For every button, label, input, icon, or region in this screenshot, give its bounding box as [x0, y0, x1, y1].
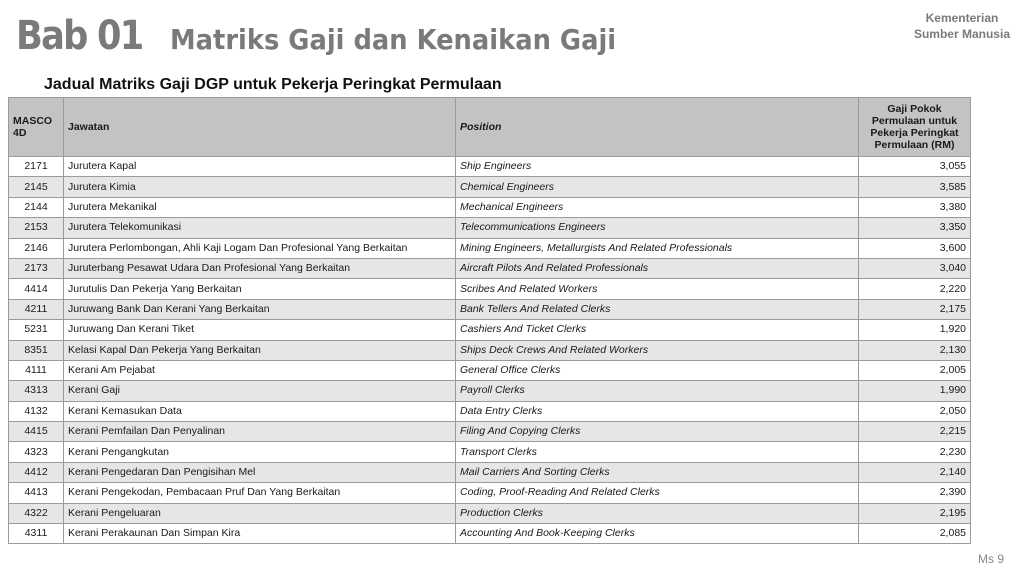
gaji-cell: 3,055 [859, 157, 971, 177]
position-cell: Ship Engineers [456, 157, 859, 177]
header-jawatan: Jawatan [64, 98, 456, 157]
jawatan-cell: Kerani Perakaunan Dan Simpan Kira [64, 524, 456, 544]
gaji-cell: 1,990 [859, 381, 971, 401]
jawatan-cell: Jurutera Kapal [64, 157, 456, 177]
position-cell: Telecommunications Engineers [456, 218, 859, 238]
table-row [9, 238, 971, 258]
jawatan-cell: Kerani Pengangkutan [64, 442, 456, 462]
jawatan-cell: Jurutera Telekomunikasi [64, 218, 456, 238]
table-row [9, 197, 971, 217]
masco-code-cell: 5231 [9, 320, 64, 340]
masco-code-cell: 2173 [9, 258, 64, 278]
position-cell: Mechanical Engineers [456, 197, 859, 217]
page-number: Ms 9 [977, 552, 1004, 566]
table-row [9, 177, 971, 197]
gaji-cell: 2,230 [859, 442, 971, 462]
position-cell: General Office Clerks [456, 360, 859, 380]
jawatan-cell: Kerani Gaji [64, 381, 456, 401]
gaji-cell: 2,175 [859, 299, 971, 319]
jawatan-cell: Juruwang Bank Dan Kerani Yang Berkaitan [64, 299, 456, 319]
masco-code-cell: 2146 [9, 238, 64, 258]
table-body [9, 157, 971, 544]
masco-code-cell: 4311 [9, 524, 64, 544]
jawatan-cell: Kerani Am Pejabat [64, 360, 456, 380]
masco-code-cell: 2153 [9, 218, 64, 238]
table-row [9, 157, 971, 177]
table-row [9, 401, 971, 421]
jawatan-cell: Kerani Pengekodan, Pembacaan Pruf Dan Yang Berkaitan [64, 483, 456, 503]
masco-code-cell: 4415 [9, 422, 64, 442]
position-cell: Production Clerks [456, 503, 859, 523]
table-row [9, 381, 971, 401]
masco-code-cell: 4413 [9, 483, 64, 503]
jawatan-cell: Jurutera Perlombongan, Ahli Kaji Logam Dan Profesional Yang Berkaitan [64, 238, 456, 258]
table-row [9, 422, 971, 442]
table-caption: Jadual Matriks Gaji DGP untuk Pekerja Peringkat Permulaan [44, 76, 502, 93]
table-row [9, 320, 971, 340]
gaji-cell: 2,050 [859, 401, 971, 421]
page-title: Matriks Gaji dan Kenaikan Gaji [170, 23, 617, 56]
jawatan-cell: Kelasi Kapal Dan Pekerja Yang Berkaitan [64, 340, 456, 360]
position-cell: Ships Deck Crews And Related Workers [456, 340, 859, 360]
gaji-cell: 3,350 [859, 218, 971, 238]
salary-matrix-table [8, 97, 971, 544]
masco-code-cell: 4313 [9, 381, 64, 401]
table-row [9, 218, 971, 238]
table-header-row [9, 98, 971, 157]
gaji-cell: 2,390 [859, 483, 971, 503]
position-cell: Accounting And Book-Keeping Clerks [456, 524, 859, 544]
header-gaji: Gaji Pokok Permulaan untuk Pekerja Peringkat Permulaan (RM) [859, 98, 971, 157]
organization-name [914, 10, 1010, 42]
jawatan-cell: Juruwang Dan Kerani Tiket [64, 320, 456, 340]
masco-code-cell: 2171 [9, 157, 64, 177]
position-cell: Mail Carriers And Sorting Clerks [456, 462, 859, 482]
gaji-cell: 3,040 [859, 258, 971, 278]
gaji-cell: 2,005 [859, 360, 971, 380]
table-row [9, 299, 971, 319]
table-row [9, 503, 971, 523]
masco-code-cell: 4111 [9, 360, 64, 380]
chapter-label: Bab 01 [16, 13, 143, 59]
masco-code-cell: 2145 [9, 177, 64, 197]
gaji-cell: 2,130 [859, 340, 971, 360]
table-row [9, 462, 971, 482]
position-cell: Cashiers And Ticket Clerks [456, 320, 859, 340]
table-row [9, 442, 971, 462]
gaji-cell: 3,585 [859, 177, 971, 197]
masco-code-cell: 4323 [9, 442, 64, 462]
gaji-cell: 2,215 [859, 422, 971, 442]
jawatan-cell: Kerani Kemasukan Data [64, 401, 456, 421]
table-row [9, 483, 971, 503]
header-position: Position [456, 98, 859, 157]
position-cell: Scribes And Related Workers [456, 279, 859, 299]
gaji-cell: 2,195 [859, 503, 971, 523]
position-cell: Coding, Proof-Reading And Related Clerks [456, 483, 859, 503]
table-row [9, 360, 971, 380]
masco-code-cell: 8351 [9, 340, 64, 360]
position-cell: Payroll Clerks [456, 381, 859, 401]
position-cell: Filing And Copying Clerks [456, 422, 859, 442]
table-row [9, 524, 971, 544]
position-cell: Bank Tellers And Related Clerks [456, 299, 859, 319]
table-row [9, 279, 971, 299]
jawatan-cell: Kerani Pengeluaran [64, 503, 456, 523]
position-cell: Data Entry Clerks [456, 401, 859, 421]
table-row [9, 340, 971, 360]
position-cell: Aircraft Pilots And Related Professionals [456, 258, 859, 278]
position-cell: Mining Engineers, Metallurgists And Related Professionals [456, 238, 859, 258]
gaji-cell: 1,920 [859, 320, 971, 340]
masco-code-cell: 4322 [9, 503, 64, 523]
jawatan-cell: Juruterbang Pesawat Udara Dan Profesional Yang Berkaitan [64, 258, 456, 278]
position-cell: Transport Clerks [456, 442, 859, 462]
position-cell: Chemical Engineers [456, 177, 859, 197]
masco-code-cell: 4211 [9, 299, 64, 319]
jawatan-cell: Kerani Pemfailan Dan Penyalinan [64, 422, 456, 442]
gaji-cell: 2,085 [859, 524, 971, 544]
masco-code-cell: 4412 [9, 462, 64, 482]
gaji-cell: 3,600 [859, 238, 971, 258]
jawatan-cell: Jurutulis Dan Pekerja Yang Berkaitan [64, 279, 456, 299]
jawatan-cell: Jurutera Kimia [64, 177, 456, 197]
gaji-cell: 3,380 [859, 197, 971, 217]
jawatan-cell: Jurutera Mekanikal [64, 197, 456, 217]
jawatan-cell: Kerani Pengedaran Dan Pengisihan Mel [64, 462, 456, 482]
gaji-cell: 2,220 [859, 279, 971, 299]
masco-code-cell: 2144 [9, 197, 64, 217]
org-line-1: Kementerian [925, 11, 999, 25]
masco-code-cell: 4414 [9, 279, 64, 299]
header-masco: MASCO 4D [9, 98, 64, 157]
org-line-2: Sumber Manusia [913, 27, 1010, 41]
table-row [9, 258, 971, 278]
gaji-cell: 2,140 [859, 462, 971, 482]
masco-code-cell: 4132 [9, 401, 64, 421]
